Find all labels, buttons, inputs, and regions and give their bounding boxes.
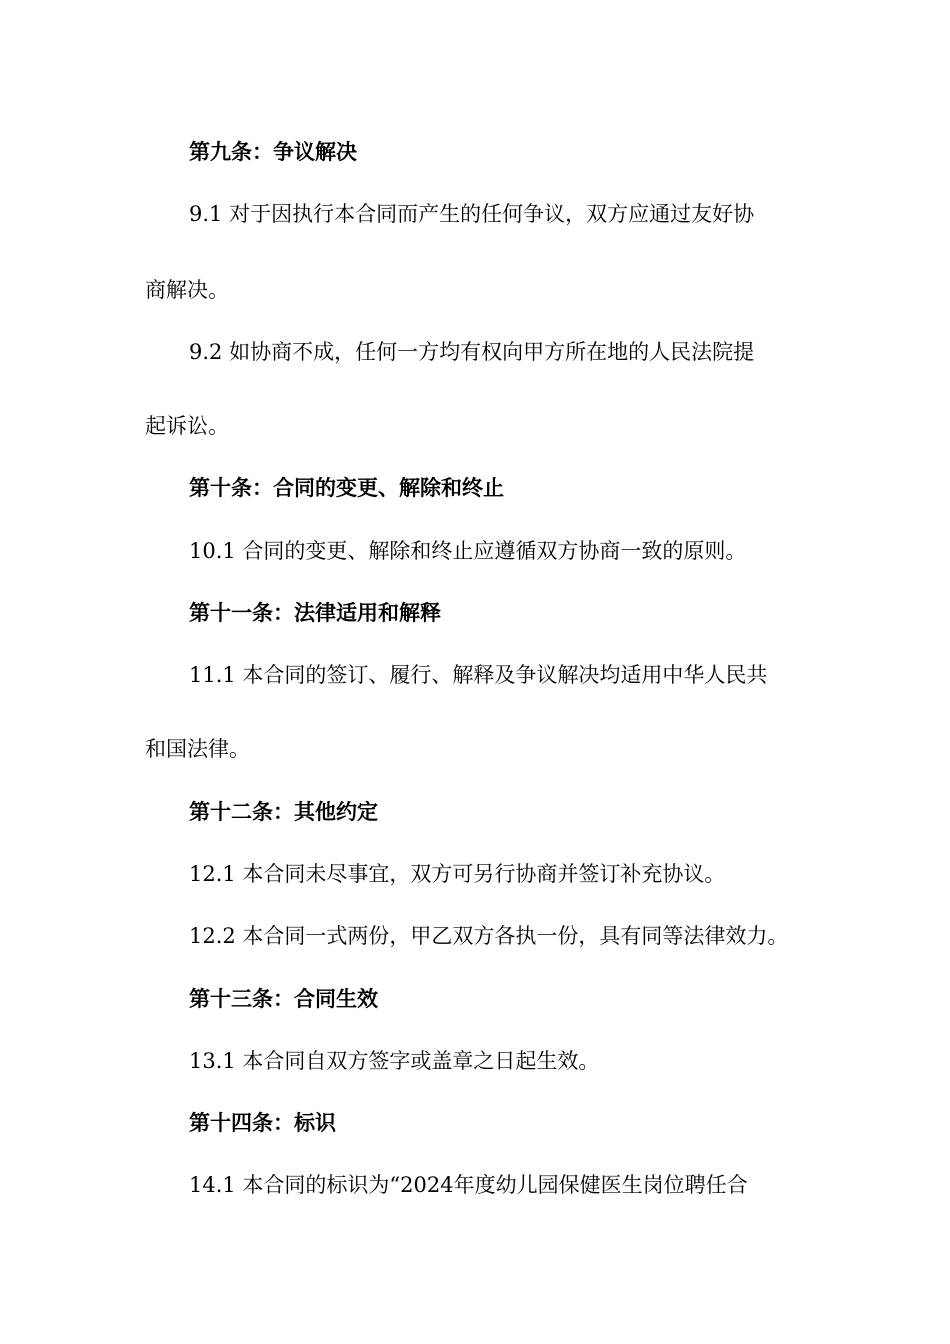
- article-9-heading: 第九条：争议解决: [189, 139, 357, 164]
- clause-9-1-line-2: 商解决。: [145, 278, 229, 302]
- article-12-heading: 第十二条：其他约定: [189, 799, 378, 824]
- article-14-heading: 第十四条：标识: [189, 1110, 336, 1135]
- clause-14-1-line-1: 14.1 本合同的标识为“2024年度幼儿园保健医生岗位聘任合: [189, 1173, 748, 1197]
- article-13-heading: 第十三条：合同生效: [189, 986, 378, 1011]
- clause-12-2: 12.2 本合同一式两份，甲乙双方各执一份，具有同等法律效力。: [189, 924, 789, 948]
- article-11-heading: 第十一条：法律适用和解释: [189, 600, 441, 625]
- article-10-heading: 第十条：合同的变更、解除和终止: [189, 475, 504, 500]
- clause-9-1-line-1: 9.1 对于因执行本合同而产生的任何争议，双方应通过友好协: [189, 202, 755, 226]
- clause-9-2-line-1: 9.2 如协商不成，任何一方均有权向甲方所在地的人民法院提: [189, 340, 755, 364]
- clause-12-1: 12.1 本合同未尽事宜，双方可另行协商并签订补充协议。: [189, 862, 726, 886]
- clause-11-1-line-2: 和国法律。: [145, 737, 250, 761]
- clause-9-2-line-2: 起诉讼。: [145, 414, 229, 438]
- clause-13-1: 13.1 本合同自双方签字或盖章之日起生效。: [189, 1049, 600, 1073]
- clause-10-1: 10.1 合同的变更、解除和终止应遵循双方协商一致的原则。: [189, 539, 747, 563]
- clause-11-1-line-1: 11.1 本合同的签订、履行、解释及争议解决均适用中华人民共: [189, 663, 768, 687]
